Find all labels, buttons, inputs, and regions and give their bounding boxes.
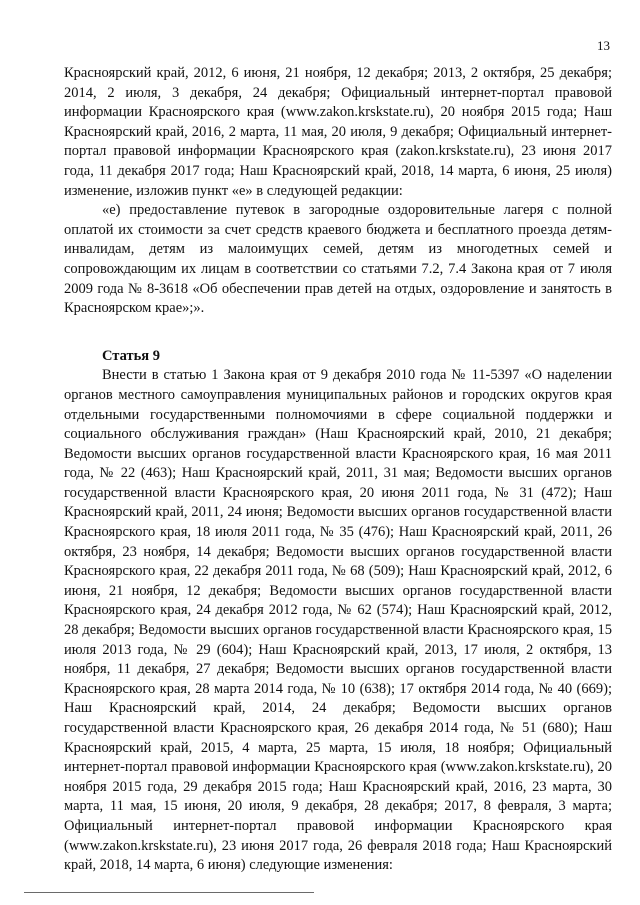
document-body bbox=[64, 64, 612, 876]
page-number: 13 bbox=[597, 38, 610, 53]
article-body-paragraph: Внести в статью 1 Закона края от 9 декабря 2010 года № 11-5397 «О наделении органов местного самоуправления муниципальных районов и городских округов края отдельными государственными полномочиями в сфере социальной поддержки и социального обслуживания граждан» (Наш Красноярский край, 2010, 21 декабря; Ведомости высших органов государственной власти Красноярского края, 16 мая 2011 года, № 22 (463); Наш Красноярский край, 2011, 31 мая; Ведомости высших органов государственной власти Красноярского края, 20 июня 2011 года, № 31 (472); Наш Красноярский край, 2011, 24 июня; Ведомости высших органов государственной власти Красноярского края, 18 июля 2011 года, № 35 (476); Наш Красноярский край, 2011, 26 октября, 23 ноября, 14 декабря; Ведомости высших органов государственной власти Красноярского края, 22 декабря 2011 года, № 68 (509); Наш Красноярский край, 2012, 6 июня, 21 ноября, 12 декабря; Ведомости высших органов государственной власти Красноярского края, 24 декабря 2012 года, № 62 (574); Наш Красноярский край, 2012, 28 декабря; Ведомости высших органов государственной власти Красноярского края, 15 июля 2013 года, № 29 (604); Наш Красноярский край, 2013, 17 июля, 2 октября, 13 ноября, 11 декабря, 27 декабря; Ведомости высших органов государственной власти Красноярского края, 28 марта 2014 года, № 10 (638); 17 октября 2014 года, № 40 (669); Наш Красноярский край, 2014, 24 декабря; Ведомости высших органов государственной власти Красноярского края, 26 декабря 2014 года, № 51 (680); Наш Красноярский край, 2015, 4 марта, 25 марта, 15 июля, 18 ноября; Официальный интернет-портал правовой информации Красноярского края (www.zakon.krskstate.ru), 20 ноября 2015 года, 29 декабря 2015 года; Наш Красноярский край, 2016, 23 марта, 30 марта, 11 мая, 15 июня, 20 июля, 9 декабря, 28 декабря; 2017, 8 февраля, 3 марта; Официальный интернет-портал правовой информации Красноярского края (www.zakon.krskstate.ru), 23 июня 2017 года, 26 февраля 2018 года; Наш Красноярский край, 2018, 14 марта, 6 июня) следующие изменения: bbox=[64, 367, 612, 874]
intro-paragraph: Красноярский край, 2012, 6 июня, 21 ноября, 12 декабря; 2013, 2 октября, 25 декабря; 2014, 2 июля, 3 декабря, 24 декабря; Официальный интернет-портал правовой информации Красноярского края (www.zakon.krskstate.ru), 20 ноября 2015 года; Наш Красноярский край, 2016, 2 марта, 11 мая, 20 июля, 9 декабря; Официальный интернет-портал правовой информации Красноярского края (zakon.krskstate.ru), 23 июня 2017 года, 11 декабря 2017 года; Наш Красноярский край, 2018, 14 марта, 6 июня, 25 июля) изменение, изложив пункт «е» в следующей редакции: bbox=[64, 65, 612, 199]
quoted-item-paragraph: «е) предоставление путевок в загородные оздоровительные лагеря с полной оплатой их стоимости за счет средств краевого бюджета и бесплатного проезда детям-инвалидам, детям из малоимущих семей, детям из многодетных семей и сопровождающим их лицам в соответствии со статьями 7.2, 7.4 Закона края от 7 июля 2009 года № 8-3618 «Об обеспечении прав детей на отдых, оздоровление и занятость в Красноярском крае»;». bbox=[64, 202, 612, 317]
article-heading: Статья 9 bbox=[102, 347, 160, 364]
page-bottom-rule bbox=[24, 892, 314, 893]
section-spacer bbox=[64, 319, 612, 347]
